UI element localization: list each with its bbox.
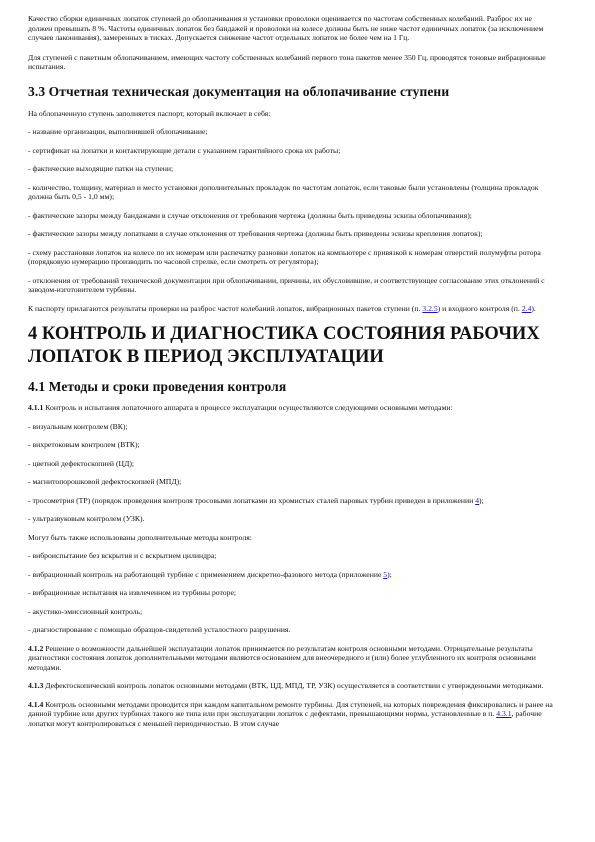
text-segment: ).	[531, 303, 536, 313]
text-segment: Дефектоскопический контроль лопаток основными методами (ВТК, ЦД, МПД, ТР, УЗК) осуществляется в соответствии с утвержденными методиками.	[43, 681, 544, 690]
paragraph-sorting-quality: Качество сборки единичных лопаток ступеней до облопачивания и установки проволоки оценивается по частотам собственных колебаний. Разброс их не должен превышать 8 %. Частоты единичных лопаток без бандажей и проволоки на колесе должны быть не ниже частот единичных лопаток (за исключением случаев лаконивания), замеренных в тисках. Допускается снижение частот отдельных лопаток не более чем на 1 Гц.	[28, 14, 544, 42]
list-item: - акустико-эмиссионный контроль;	[28, 606, 143, 616]
list-item: - виброиспытание без вскрытия и с вскрытием цилиндра;	[28, 551, 217, 560]
list-item: - фактические выходящие патки на ступени;	[28, 164, 174, 173]
text-segment: К паспорту прилагаются результаты проверки на разброс частот колебаний лопаток, вибрационных пакетов ступени (п.	[28, 303, 423, 313]
paragraph-4-1-3	[28, 681, 554, 691]
list-item: - магнитопорошковой дефектоскопией (МПД);	[28, 477, 182, 486]
clause-number: 4.1.1	[28, 403, 44, 412]
text-segment: );	[387, 569, 392, 579]
list-item	[28, 496, 554, 506]
list-item: - отклонения от требований технической документации при облопачивании, причины, их обусловившие, и соответствующее согласование этих отклонений с заводом-изготовителем турбины.	[28, 275, 545, 294]
section-heading-3-3: 3.3 Отчетная техническая документация на облопачивание ступени	[28, 83, 450, 99]
list-item: - визуальным контролем (ВК);	[28, 421, 128, 431]
list-item: - фактические зазоры между лопатками в случае отклонения от требования чертежа (должны быть приведены эскизы крепления лопаток);	[28, 229, 483, 238]
link-section-3-2-5[interactable]: 3.2.5	[422, 303, 438, 313]
text-segment: ) и входного контроля (п.	[437, 303, 522, 313]
paragraph-passport-intro: На облопаченную ступень заполняется паспорт, который включает в себя:	[28, 108, 271, 118]
text-segment: Контроль и испытания лопаточного аппарата в процессе эксплуатации осуществляются следующими основными методами:	[43, 403, 453, 412]
list-item: - схему расстановки лопаток на колесе по их номерам или распечатку разновки лопаток на компьютере с привязкой к номерам отверстий полумуфты ротора (порядковую нумерацию производить по часовой стрелке, если смотреть от регулятора);	[28, 247, 541, 266]
clause-number: 4.1.2	[28, 643, 44, 653]
text-segment: , рабочие лопатки могут контролироваться с меньшей периодичностью. В этом случае	[28, 709, 542, 728]
document-page	[28, 14, 554, 728]
list-item: - фактические зазоры между бандажами в случае отклонения от требования чертежа (должны быть приведены эскизы облопачивания);	[28, 210, 472, 220]
link-appendix-5[interactable]: 5	[383, 569, 388, 579]
paragraph-packet-testing: Для ступеней с пакетным облопачиванием, имеющих частоту собственных колебаний первого тона пакетов менее 350 Гц, проводятся тоновые вибрационные испытания.	[28, 52, 546, 71]
paragraph-4-1-2	[28, 644, 554, 673]
section-heading-4-1: 4.1 Методы и сроки проведения контроля	[28, 379, 287, 394]
paragraph-additional-methods: Могут быть также использованы дополнительные методы контроля:	[28, 532, 252, 542]
list-item: - вихретоковым контролем (ВТК);	[28, 440, 140, 449]
paragraph-4-1-1	[28, 403, 554, 413]
list-item: - количество, толщину, материал и место установки дополнительных прокладок по частотам лопаток, если таковые были установлены (толщина прокладок должна быть 0,5 - 1,0 мм);	[28, 182, 539, 201]
paragraph-4-1-4	[28, 700, 554, 729]
paragraph-passport-attachments	[28, 304, 554, 314]
clause-number: 4.1.4	[28, 699, 44, 709]
clause-number: 4.1.3	[28, 681, 44, 690]
link-appendix-4[interactable]: 4	[475, 495, 480, 505]
text-segment: - вибрационный контроль на работающей турбине с применением дискретно-фазового метода (приложение	[28, 569, 384, 579]
list-item: - цветной дефектоскопией (ЦД);	[28, 458, 135, 468]
list-item: - ультразвуковым контролем (УЗК).	[28, 514, 145, 523]
link-section-2-4[interactable]: 2.4	[521, 303, 532, 313]
text-segment: Решение о возможности дальнейшей эксплуатации лопаток принимается по результатам контроля основными методами. Отрицательные результаты диагностики состояния лопаток дополнительными методами являются основанием для внеочередного и (или) более углубленного их контроля основными методами.	[28, 643, 536, 672]
chapter-heading-4: 4 КОНТРОЛЬ И ДИАГНОСТИКА СОСТОЯНИЯ РАБОЧИХ ЛОПАТОК В ПЕРИОД ЭКСПЛУАТАЦИИ	[28, 324, 540, 367]
list-item: - вибрационные испытания на извлеченном из турбины роторе;	[28, 588, 237, 597]
text-segment: Контроль основными методами проводится при каждом капитальном ремонте турбины. Для ступеней, на которых повреждения фиксировались и ранее на данной турбине или других турбинах такого же типа или при эксплуатации лопаток с дефектами, превышающими нормы, установленные в п.	[28, 699, 553, 718]
list-item	[28, 570, 554, 580]
list-item: - название организации, выполнившей облопачивание;	[28, 127, 208, 136]
link-section-4-3-1[interactable]: 4.3.1	[496, 709, 512, 718]
list-item: - сертификат на лопатки и контактирующие детали с указанием гарантийного срока их работы;	[28, 145, 341, 155]
text-segment: );	[479, 495, 484, 505]
text-segment: - тросометрия (ТР) (порядок проведения контроля тросовыми лопатками из хромистых сталей паровых турбин приведен в приложении	[28, 495, 476, 505]
list-item: - диагностирование с помощью образцов-свидетелей усталостного разрушения.	[28, 625, 291, 634]
